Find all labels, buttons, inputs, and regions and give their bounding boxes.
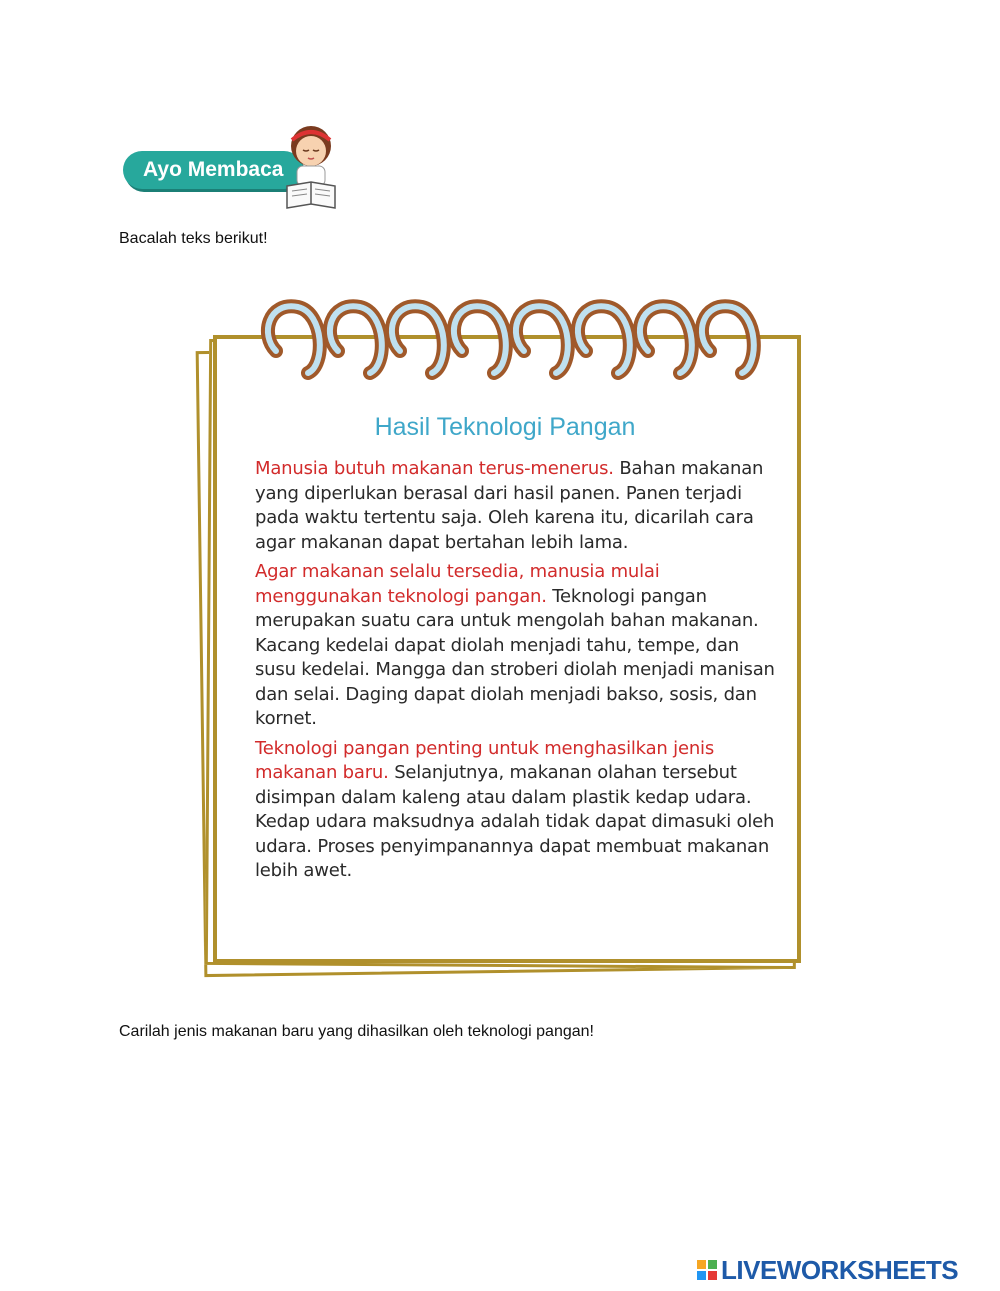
paragraph bbox=[255, 737, 775, 884]
notebook-text bbox=[255, 457, 775, 889]
paragraph-text: Selanjutnya, makanan olahan tersebut disimpan dalam kaleng atau dalam plastik kedap udara. Kedap udara maksudnya adalah tidak dapat dimasuki oleh udara. Proses penyimpanannya dapat membuat makanan lebih awet. bbox=[255, 762, 775, 881]
question-prompt: Carilah jenis makanan baru yang dihasilkan oleh teknologi pangan! bbox=[119, 1023, 594, 1040]
notebook-card bbox=[195, 285, 815, 975]
ayo-membaca-banner bbox=[123, 151, 303, 189]
paragraph-text: Teknologi pangan merupakan suatu cara untuk mengolah bahan makanan. Kacang kedelai dapat diolah menjadi tahu, tempe, dan susu kedelai. Mangga dan stroberi diolah menjadi manisan dan selai. Daging dapat diolah menjadi bakso, sosis, dan kornet. bbox=[255, 585, 775, 729]
logo-text: LIVEWORKSHEETS bbox=[721, 1254, 959, 1285]
spiral-rings-icon bbox=[250, 285, 770, 405]
paragraph bbox=[255, 457, 775, 555]
banner-label: Ayo Membaca bbox=[143, 158, 284, 181]
paragraph-highlight: Teknologi pangan penting untuk menghasilkan jenis makanan baru. bbox=[255, 737, 715, 783]
reading-girl-icon bbox=[283, 120, 339, 212]
paragraph bbox=[255, 560, 775, 732]
paragraph-highlight: Manusia butuh makanan terus-menerus. bbox=[255, 458, 614, 479]
reading-instruction: Bacalah teks berikut! bbox=[119, 230, 268, 247]
liveworksheets-logo[interactable] bbox=[697, 1255, 958, 1285]
logo-grid-icon bbox=[697, 1260, 717, 1280]
paragraph-text: Bahan makanan yang diperlukan berasal dari hasil panen. Panen terjadi pada waktu tertentu saja. Oleh karena itu, dicarilah cara agar makanan dapat bertahan lebih lama. bbox=[255, 458, 764, 553]
notebook-title: Hasil Teknologi Pangan bbox=[374, 413, 636, 441]
paragraph-highlight: Agar makanan selalu tersedia, manusia mulai menggunakan teknologi pangan. bbox=[255, 561, 660, 607]
